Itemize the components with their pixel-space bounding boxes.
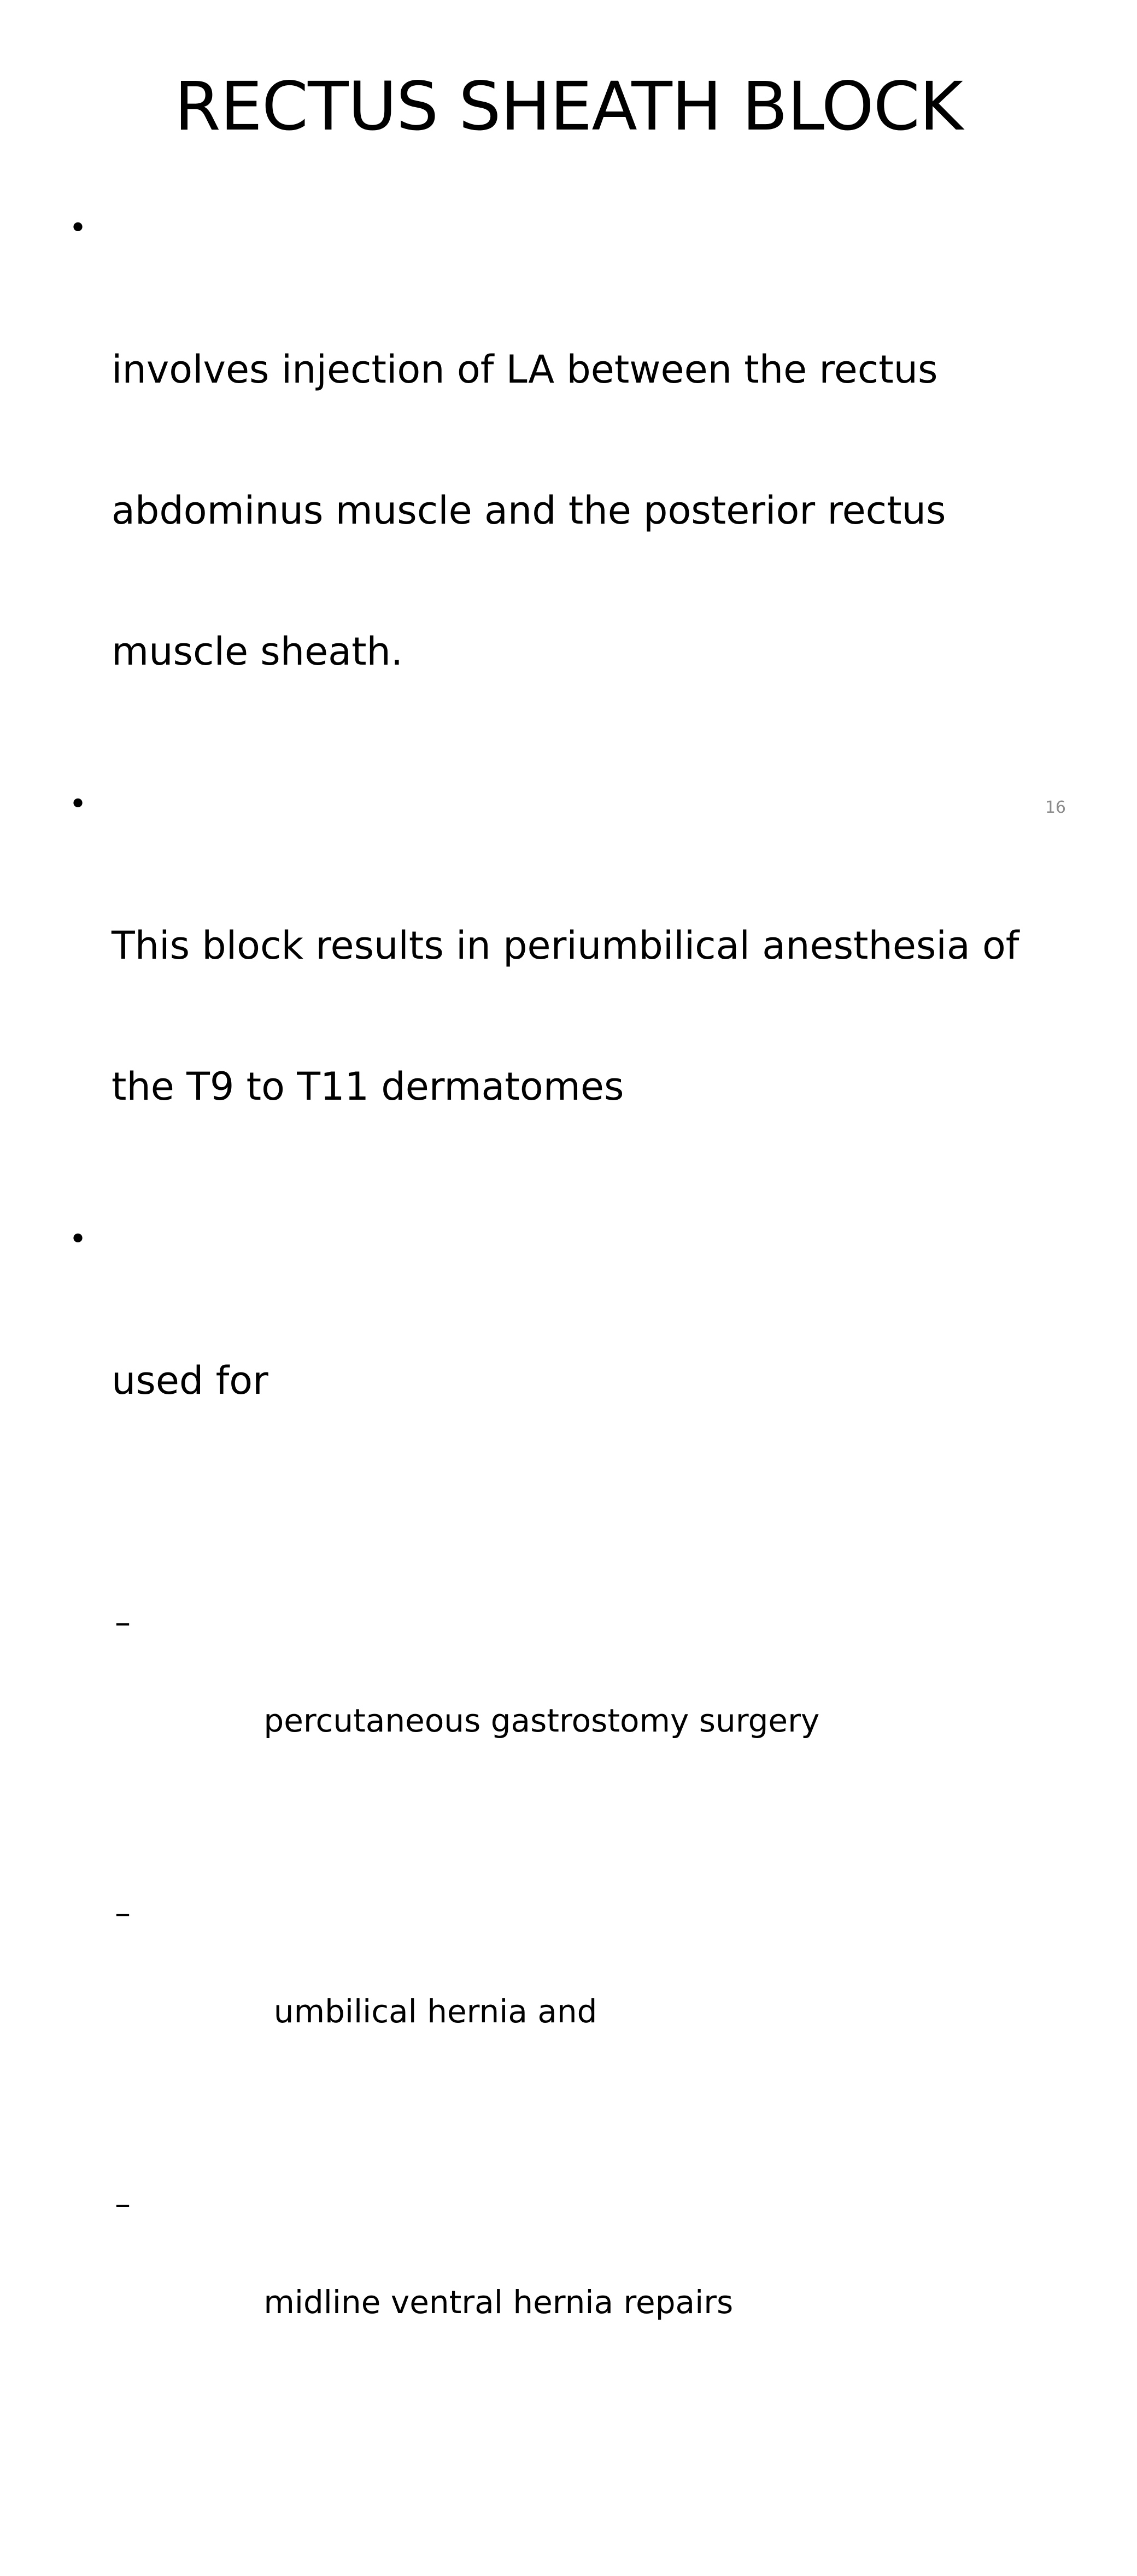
dash-marker: – (115, 1604, 131, 1641)
slide-number: 16 (1045, 798, 1066, 817)
dash-marker: – (115, 2185, 131, 2222)
bullet-marker: • (69, 1222, 87, 1257)
sub-bullet-text: percutaneous gastrostomy surgery (263, 1702, 820, 1739)
bullet-item (66, 1216, 1093, 2564)
bullet-list (66, 205, 1093, 2576)
bullet-marker: • (69, 787, 87, 822)
sub-bullet-list (112, 1504, 1093, 2470)
bullet-line: This block results in periumbilical anesthesia of (112, 923, 1019, 968)
bullet-item (66, 205, 1093, 769)
sub-bullet-item (115, 1598, 1093, 1794)
sub-bullet-item (115, 2179, 1093, 2376)
bullet-line: the T9 to T11 dermatomes (112, 1064, 624, 1109)
bullet-item (66, 781, 1093, 1204)
bullet-marker: • (69, 210, 87, 246)
dash-marker: – (115, 1894, 131, 1932)
bullet-line: muscle sheath. (112, 629, 403, 674)
sub-bullet-item (115, 1888, 1093, 2085)
sub-bullet-text: midline ventral hernia repairs (263, 2284, 734, 2321)
sub-bullet-text: umbilical hernia and (263, 1993, 597, 2030)
slide-title: RECTUS SHEATH BLOCK (174, 68, 963, 145)
bullet-line: abdominus muscle and the posterior rectus (112, 488, 946, 533)
bullet-line: used for (112, 1358, 268, 1403)
bullet-line: involves injection of LA between the rectus (112, 347, 938, 392)
